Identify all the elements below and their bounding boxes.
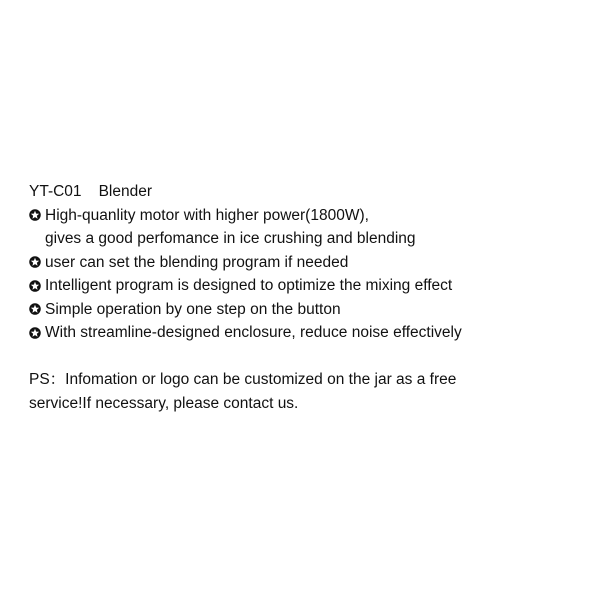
feature-item	[29, 274, 589, 298]
star-circle-icon	[29, 298, 45, 322]
product-name: Blender	[98, 183, 152, 200]
ps-note-line-2: service!If necessary, please contact us.	[29, 394, 299, 412]
feature-text: High-quanlity motor with higher power(1800W),	[45, 206, 369, 224]
feature-text: Intelligent program is designed to optimize the mixing effect	[45, 277, 453, 294]
product-title	[29, 180, 589, 204]
ps-note-line-1: PS：Infomation or logo can be customized on the jar as a free	[29, 371, 457, 388]
section-spacer	[29, 345, 589, 369]
feature-text: user can set the blending program if needed	[45, 253, 349, 271]
feature-item	[29, 298, 589, 322]
star-circle-icon	[29, 204, 45, 228]
feature-item	[29, 251, 589, 275]
feature-item	[29, 204, 589, 228]
feature-text-continued: gives a good perfomance in ice crushing and blending	[45, 230, 416, 247]
product-model: YT-C01	[29, 183, 82, 200]
star-circle-icon	[29, 274, 45, 298]
feature-text: With streamline-designed enclosure, reduce noise effectively	[45, 324, 462, 341]
product-description	[29, 180, 589, 415]
star-circle-icon	[29, 321, 45, 345]
feature-text: Simple operation by one step on the button	[45, 300, 341, 318]
star-circle-icon	[29, 251, 45, 275]
feature-item	[29, 321, 589, 345]
